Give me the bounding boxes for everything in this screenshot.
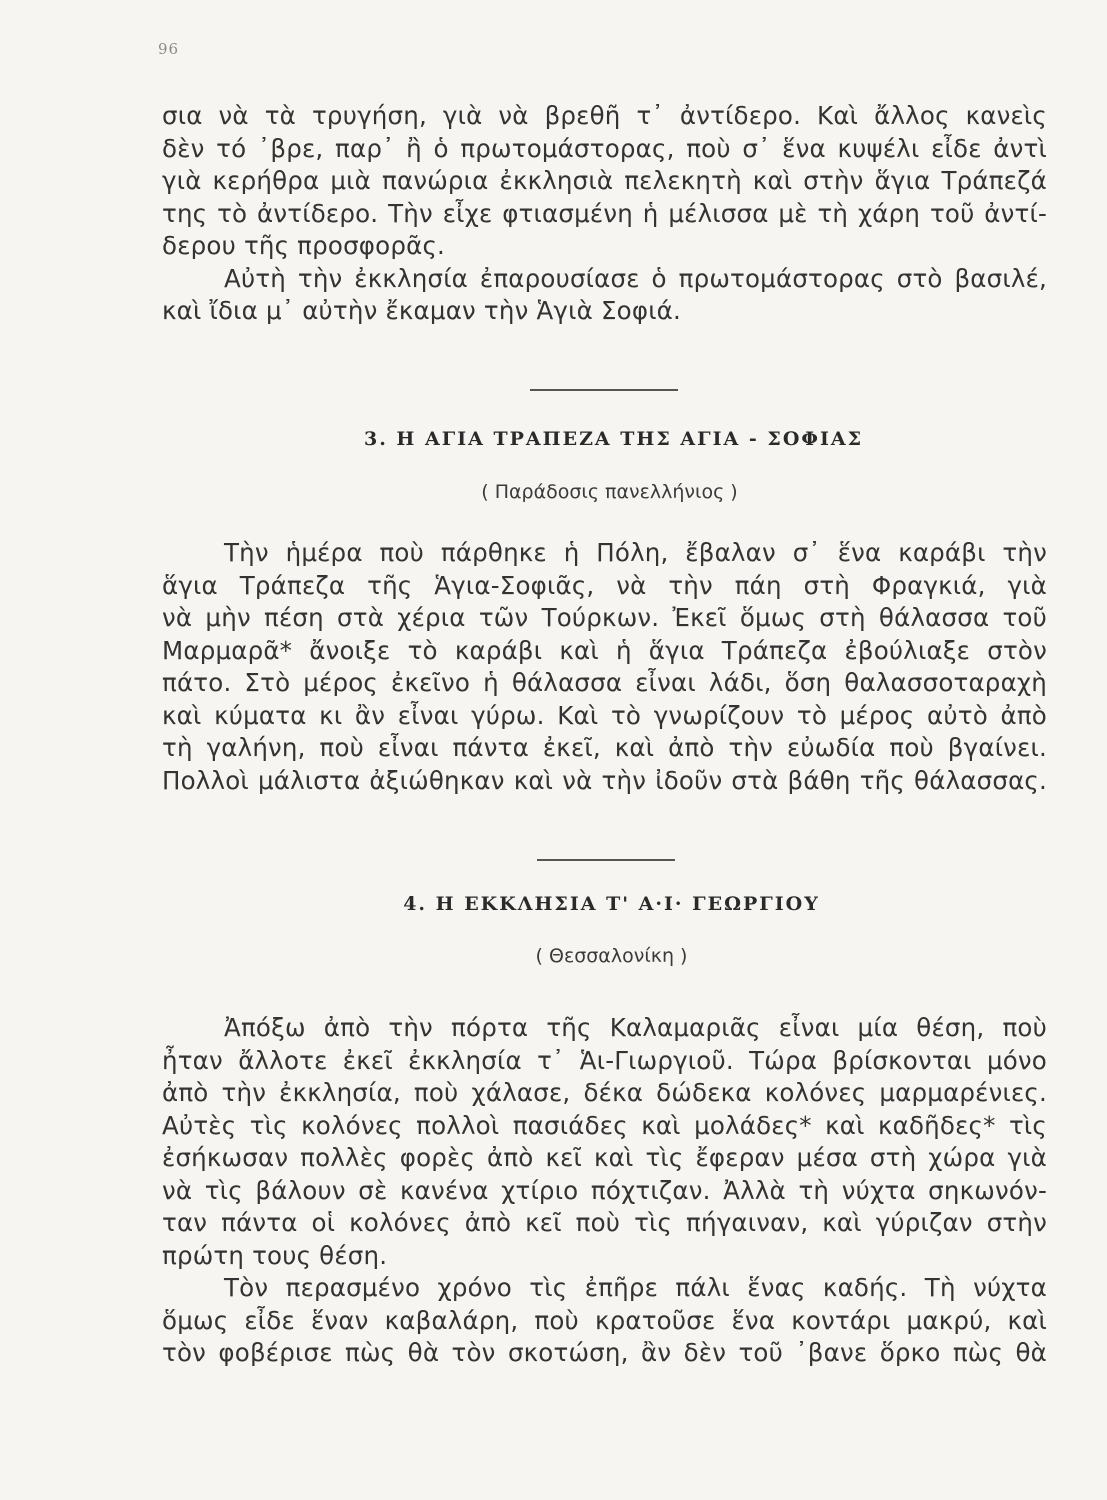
text-line: ταν πάντα οἱ κολόνες ἀπὸ κεῖ ποὺ τὶς πήγαιναν, καὶ γύριζαν στὴν — [162, 1208, 1047, 1237]
text-line: Τὴν ἡμέρα ποὺ πάρθηκε ἡ Πόλη, ἔβαλαν σ᾽ ἕνα καράβι τὴν — [224, 538, 1047, 567]
text-line: καὶ ἴδια μ᾽ αὐτὴν ἔκαμαν τὴν Ἁγιὰ Σοφιά. — [162, 296, 682, 325]
section-3-paragraph — [162, 537, 1047, 797]
text-line: σια νὰ τὰ τρυγήση, γιὰ νὰ βρεθῆ τ᾽ ἀντίδερο. Καὶ ἄλλος κανεὶς — [162, 101, 1047, 130]
text-line: δὲν τό ᾽βρε, παρ᾽ ἢ ὁ πρωτομάστορας, ποὺ σ᾽ ἕνα κυψέλι εἶδε ἀντὶ — [162, 133, 1047, 163]
text-line: ἅγια Τράπεζα τῆς Ἁγια-Σοφιᾶς, νὰ τὴν πάη στὴ Φραγκιά, γιὰ — [162, 570, 1047, 600]
text-line: δερου τῆς προσφορᾶς. — [162, 231, 446, 260]
page-number: 96 — [158, 40, 180, 58]
text-line: Τὸν περασμένο χρόνο τὶς ἐπῆρε πάλι ἕνας καδής. Τὴ νύχτα — [224, 1273, 1047, 1302]
text-line: Πολλοὶ μάλιστα ἀξιώθηκαν καὶ νὰ τὴν ἰδοῦν στὰ βάθη τῆς θάλασσας. — [162, 765, 1047, 795]
section-subtitle: ( Παράδοσις πανελλήνιος ) — [481, 481, 738, 503]
text-line: Μαρμαρᾶ* ἄνοιξε τὸ καράβι καὶ ἡ ἅγια Τράπεζα ἐβούλιαξε στὸν — [162, 635, 1047, 665]
text-line: Αὐτὴ τὴν ἐκκλησία ἐπαρουσίασε ὁ πρωτομάστορας στὸ βασιλέ, — [224, 263, 1047, 293]
text-line: ἀπὸ τὴν ἐκκλησία, ποὺ χάλασε, δέκα δώδεκα κολόνες μαρμαρένιες. — [162, 1078, 1047, 1107]
text-line: της τὸ ἀντίδερο. Τὴν εἶχε φτιασμένη ἡ μέλισσα μὲ τὴ χάρη τοῦ ἀντί- — [162, 198, 1047, 228]
text-line: Ἀπόξω ἀπὸ τὴν πόρτα τῆς Καλαμαριᾶς εἶναι μία θέση, ποὺ — [224, 1013, 1047, 1042]
text-line: τὸν φοβέρισε πὼς θὰ τὸν σκοτώση, ἂν δὲν τοῦ ᾽βανε ὅρκο πὼς θὰ — [162, 1338, 1047, 1367]
text-line: νὰ μὴν πέση στὰ χέρια τῶν Τούρκων. Ἐκεῖ ὅμως στὴ θάλασσα τοῦ — [162, 603, 1047, 632]
section-divider — [530, 389, 678, 391]
text-line: γιὰ κερήθρα μιὰ πανώρια ἐκκλησιὰ πελεκητὴ καὶ στὴν ἅγια Τράπεζά — [162, 166, 1047, 195]
section-heading: 4. Η ΕΚΚΛΗΣΙΑ Τ' Α·Ι· ΓΕΩΡΓΙΟΥ — [403, 893, 820, 915]
text-line: πρώτη τους θέση. — [162, 1240, 388, 1270]
text-line: Αὐτὲς τὶς κολόνες πολλοὶ πασιάδες καὶ μολάδες* καὶ καδῆδες* τὶς — [162, 1110, 1047, 1140]
text-line: τὴ γαλήνη, ποὺ εἶναι πάντα ἐκεῖ, καὶ ἀπὸ τὴν εὐωδία ποὺ βγαίνει. — [162, 733, 1047, 762]
continuation-paragraph — [162, 100, 1047, 328]
text-line: ἦταν ἄλλοτε ἐκεῖ ἐκκλησία τ᾽ Ἁι-Γιωργιοῦ. Τώρα βρίσκονται μόνο — [162, 1045, 1047, 1075]
text-line: ἐσήκωσαν πολλὲς φορὲς ἀπὸ κεῖ καὶ τὶς ἔφεραν μέσα στὴ χώρα γιὰ — [162, 1143, 1047, 1172]
text-line: πάτο. Στὸ μέρος ἐκεῖνο ἡ θάλασσα εἶναι λάδι, ὅση θαλασσοταραχὴ — [162, 668, 1047, 697]
section-subtitle: ( Θεσσαλονίκη ) — [535, 945, 688, 967]
text-line: καὶ κύματα κι ἂν εἶναι γύρω. Καὶ τὸ γνωρίζουν τὸ μέρος αὐτὸ ἀπὸ — [162, 700, 1047, 730]
text-line: νὰ τὶς βάλουν σὲ κανένα χτίριο πόχτιζαν. Ἀλλὰ τὴ νύχτα σηκωνόν- — [162, 1175, 1047, 1205]
section-4-paragraph — [162, 1012, 1047, 1370]
section-heading: 3. Η ΑΓΙΑ ΤΡΑΠΕΖΑ ΤΗΣ ΑΓΙΑ - ΣΟΦΙΑΣ — [363, 428, 864, 450]
text-line: ὅμως εἶδε ἕναν καβαλάρη, ποὺ κρατοῦσε ἕνα κοντάρι μακρύ, καὶ — [162, 1305, 1047, 1335]
section-divider — [537, 859, 675, 861]
